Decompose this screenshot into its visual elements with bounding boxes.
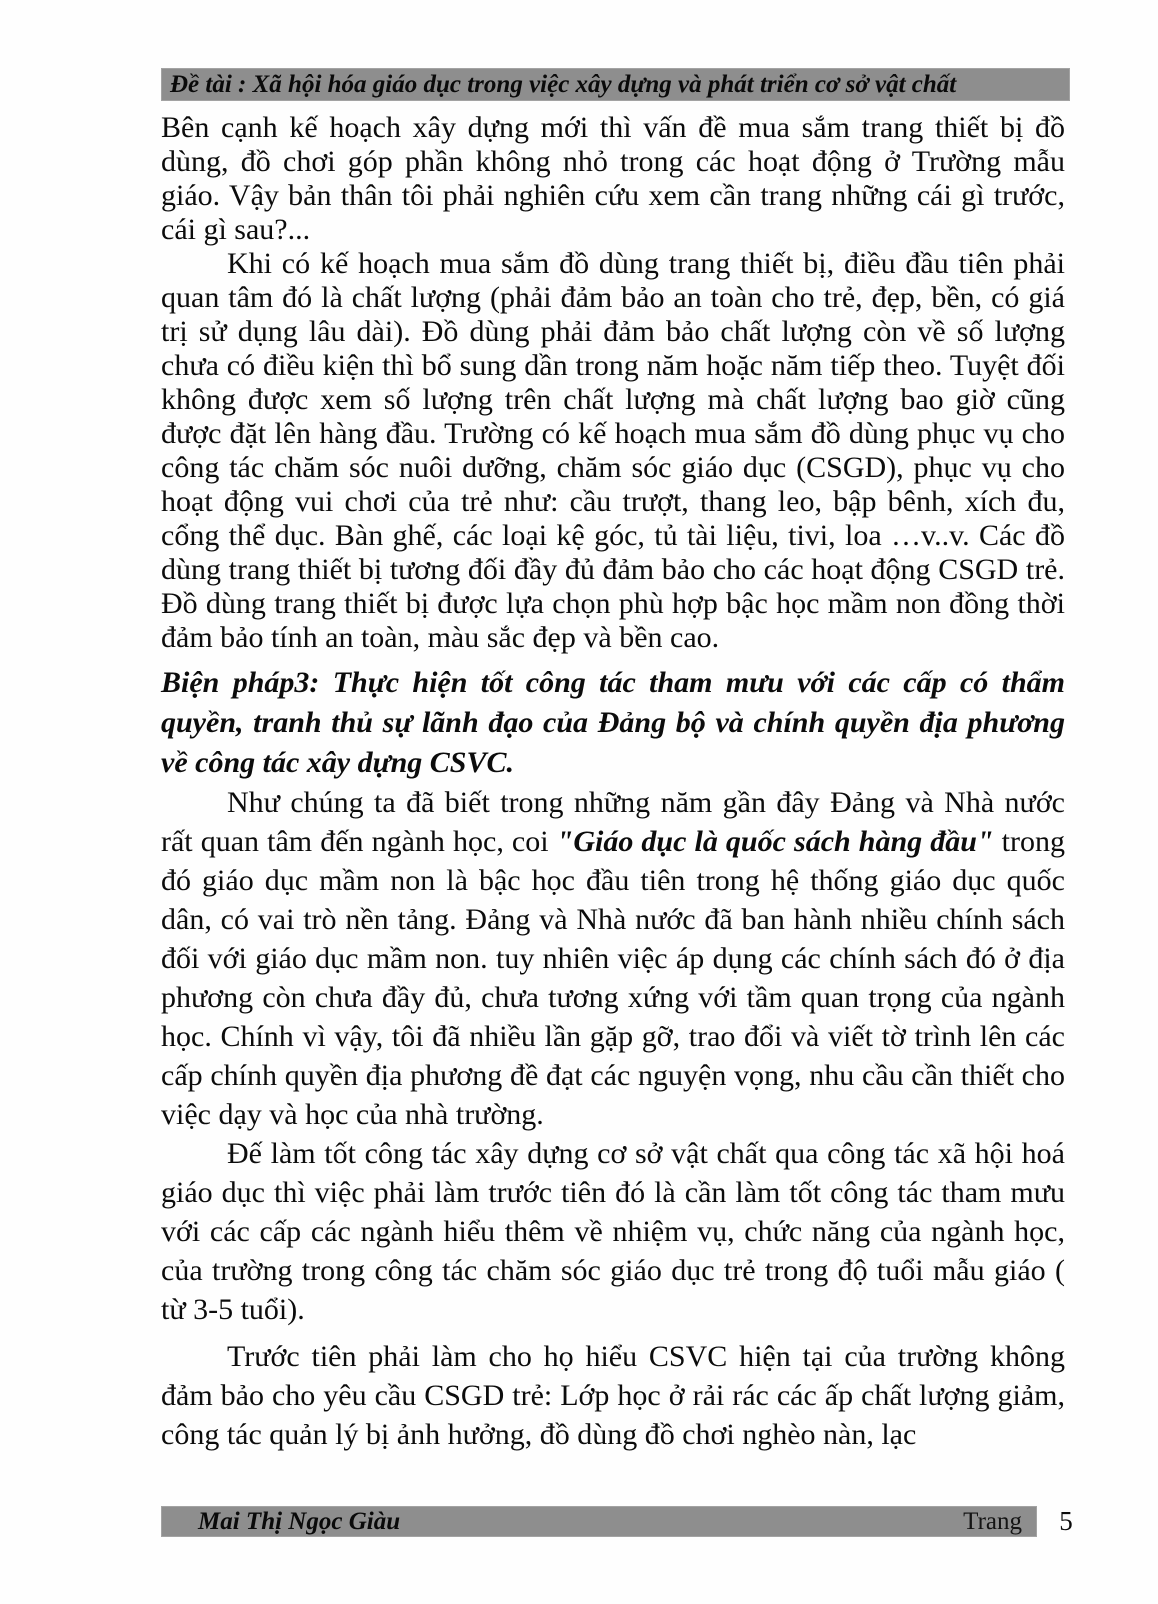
document-body — [161, 111, 1065, 1454]
footer-page-label: Trang — [963, 1507, 1022, 1535]
paragraph: Khi có kế hoạch mua sắm đồ dùng trang thiết bị, điều đầu tiên phải quan tâm đó là chất lượng (phải đảm bảo an toàn cho trẻ, đẹp, bền, có giá trị sử dụng lâu dài). Đồ dùng phải đảm bảo chất lượng còn về số lượng chưa có điều kiện thì bổ sung dần trong năm hoặc năm tiếp theo. Tuyệt đối không được xem số lượng trên chất lượng mà chất lượng bao giờ cũng được đặt lên hàng đầu. Trường có kế hoạch mua sắm đồ dùng phục vụ cho công tác chăm sóc nuôi dưỡng, chăm sóc giáo dục (CSGD), phục vụ cho hoạt động vui chơi của trẻ như: cầu trượt, thang leo, bập bênh, xích đu, cổng thể dục. Bàn ghế, các loại kệ góc, tủ tài liệu, tivi, loa …v..v. Các đồ dùng trang thiết bị tương đối đầy đủ đảm bảo cho các hoạt động CSGD trẻ. Đồ dùng trang thiết bị được lựa chọn phù hợp bậc học mầm non đồng thời đảm bảo tính an toàn, màu sắc đẹp và bền cao. — [161, 247, 1065, 654]
section-heading-bien-phap-3: Biện pháp3: Thực hiện tốt công tác tham mưu với các cấp có thẩm quyền, tranh thủ sự lãnh đạo của Đảng bộ và chính quyền địa phương về công tác xây dựng CSVC. — [161, 666, 1065, 779]
inline-bold-quote: "Giáo dục là quốc sách hàng đầu" — [556, 825, 994, 858]
paragraph: Trước tiên phải làm cho họ hiểu CSVC hiện tại của trường không đảm bảo cho yêu cầu CSGD trẻ: Lớp học ở rải rác các ấp chất lượng giảm, công tác quản lý bị ảnh hưởng, đồ dùng đồ chơi nghèo nàn, lạc — [161, 1340, 1065, 1451]
paragraph: Bên cạnh kế hoạch xây dựng mới thì vấn đề mua sắm trang thiết bị đồ dùng, đồ chơi góp phần không nhỏ trong các hoạt động ở Trường mẫu giáo. Vậy bản thân tôi phải nghiên cứu xem cần trang những cái gì trước, cái gì sau?... — [161, 111, 1065, 246]
paragraph-text: trong đó giáo dục mầm non là bậc học đầu tiên trong hệ thống giáo dục quốc dân, có vai trò nền tảng. Đảng và Nhà nước đã ban hành nhiều chính sách đối với giáo dục mầm non. tuy nhiên việc áp dụng các chính sách đó ở địa phương còn chưa đầy đủ, chưa tương xứng với tầm quan trọng của ngành học. Chính vì vậy, tôi đã nhiều lần gặp gỡ, trao đổi và viết tờ trình lên các cấp chính quyền địa phương đề đạt các nguyện vọng, nhu cầu cần thiết cho việc dạy và học của nhà trường. — [161, 825, 1066, 1131]
paragraph: Đế làm tốt công tác xây dựng cơ sở vật chất qua công tác xã hội hoá giáo dục thì việc phải làm trước tiên đó là cần làm tốt công tác tham mưu với các cấp các ngành hiểu thêm về nhiệm vụ, chức năng của ngành học, của trường trong công tác chăm sóc giáo dục trẻ trong độ tuổi mẫu giáo ( từ 3-5 tuổi). — [161, 1137, 1065, 1326]
footer-author-name: Mai Thị Ngọc Giàu — [198, 1507, 401, 1535]
page-number: 5 — [1059, 1506, 1073, 1536]
page-footer-bar — [161, 1506, 1037, 1537]
body-section-bottom — [161, 783, 1065, 1454]
paragraph-text: Như chúng ta đã biết trong những năm gần đây Đảng và Nhà nước rất quan tâm đến ngành học, coi — [161, 786, 1065, 858]
body-section-top — [161, 111, 1065, 655]
paragraph — [161, 783, 1065, 1134]
document-title: Đề tài : Xã hội hóa giáo dục trong việc xây dựng và phát triển cơ sở vật chất — [170, 70, 957, 98]
page-header-bar — [161, 68, 1070, 101]
